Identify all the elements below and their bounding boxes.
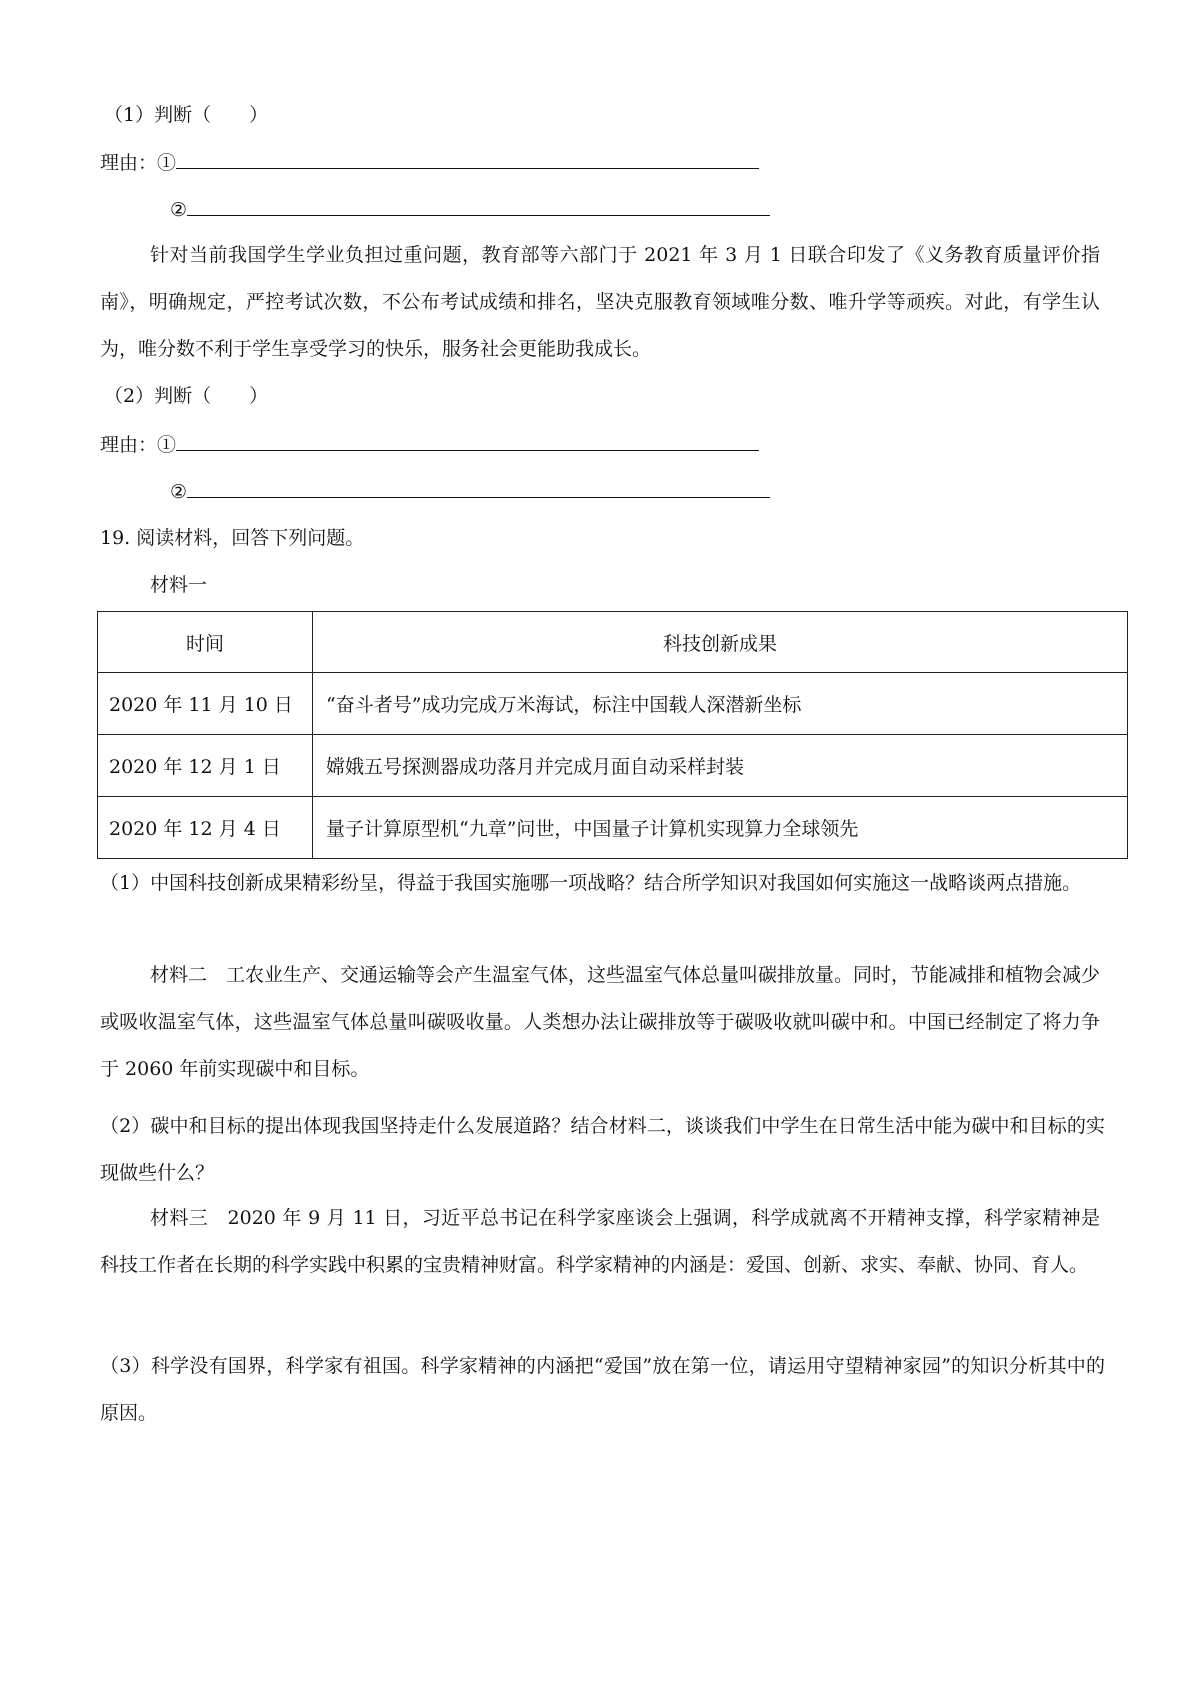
header-achievement: 科技创新成果	[313, 612, 1128, 673]
reason-label: ②	[170, 481, 188, 503]
q19-sub1: （1）中国科技创新成果精彩纷呈，得益于我国实施哪一项战略？结合所学知识对我国如何实施这一战略谈两点措施。	[100, 872, 1082, 894]
cell-achievement: 量子计算原型机“九章”问世，中国量子计算机实现算力全球领先	[313, 797, 1128, 859]
answer-blank[interactable]	[176, 148, 759, 169]
reason-label: 理由：①	[100, 434, 177, 456]
q18-part2-judge: （2）判断（ ）	[104, 385, 269, 407]
reason-label: 理由：①	[100, 152, 177, 174]
cell-achievement: 嫦娥五号探测器成功落月并完成月面自动采样封装	[313, 735, 1128, 797]
cell-achievement: “奋斗者号”成功完成万米海试，标注中国载人深潜新坐标	[313, 673, 1128, 735]
material3: 材料三 2020 年 9 月 11 日，习近平总书记在科学家座谈会上强调，科学成就离不开精神支撑，科学家精神是科技工作者在长期的科学实践中积累的宝贵精神财富。科学家精神的内涵是：爱国、创新、求实、奉献、协同、育人。	[100, 1207, 1100, 1276]
answer-blank[interactable]	[187, 195, 770, 216]
cell-time: 2020 年 12 月 4 日	[98, 797, 313, 859]
material2: 材料二 工农业生产、交通运输等会产生温室气体，这些温室气体总量叫碳排放量。同时，节能减排和植物会减少或吸收温室气体，这些温室气体总量叫碳吸收量。人类想办法让碳排放等于碳吸收就叫碳中和。中国已经制定了将力争于 2060 年前实现碳中和目标。	[100, 964, 1101, 1080]
q18-material: 针对当前我国学生学业负担过重问题，教育部等六部门于 2021 年 3 月 1 日联合印发了《义务教育质量评价指南》，明确规定，严控考试次数，不公布考试成绩和排名，坚决克服教育领域唯分数、唯升学等顽疾。对此，有学生认为，唯分数不利于学生享受学习的快乐，服务社会更能助我成长。	[100, 244, 1100, 360]
cell-time: 2020 年 12 月 1 日	[98, 735, 313, 797]
table-row	[98, 797, 1128, 859]
table-row	[98, 735, 1128, 797]
reason-label: ②	[170, 199, 188, 221]
header-time: 时间	[98, 612, 313, 673]
answer-blank[interactable]	[187, 477, 770, 498]
table-header-row	[98, 612, 1128, 673]
q19-heading: 19. 阅读材料，回答下列问题。	[100, 527, 365, 549]
q18-part1-judge: （1）判断（ ）	[104, 104, 269, 126]
cell-time: 2020 年 11 月 10 日	[98, 673, 313, 735]
q18-part1-reason-1	[100, 148, 759, 175]
achievements-table	[97, 611, 1128, 859]
q18-part2-reason-2	[170, 477, 770, 504]
table-row	[98, 673, 1128, 735]
q19-sub2: （2）碳中和目标的提出体现我国坚持走什么发展道路？结合材料二，谈谈我们中学生在日常生活中能为碳中和目标的实现做些什么？	[100, 1115, 1105, 1184]
material1-label: 材料一	[150, 574, 208, 596]
q18-part1-reason-2	[170, 195, 770, 222]
q18-part2-reason-1	[100, 430, 759, 457]
q19-sub3: （3）科学没有国界，科学家有祖国。科学家精神的内涵把“爱国”放在第一位，请运用守望精神家园”的知识分析其中的原因。	[100, 1355, 1105, 1424]
answer-blank[interactable]	[176, 430, 759, 451]
